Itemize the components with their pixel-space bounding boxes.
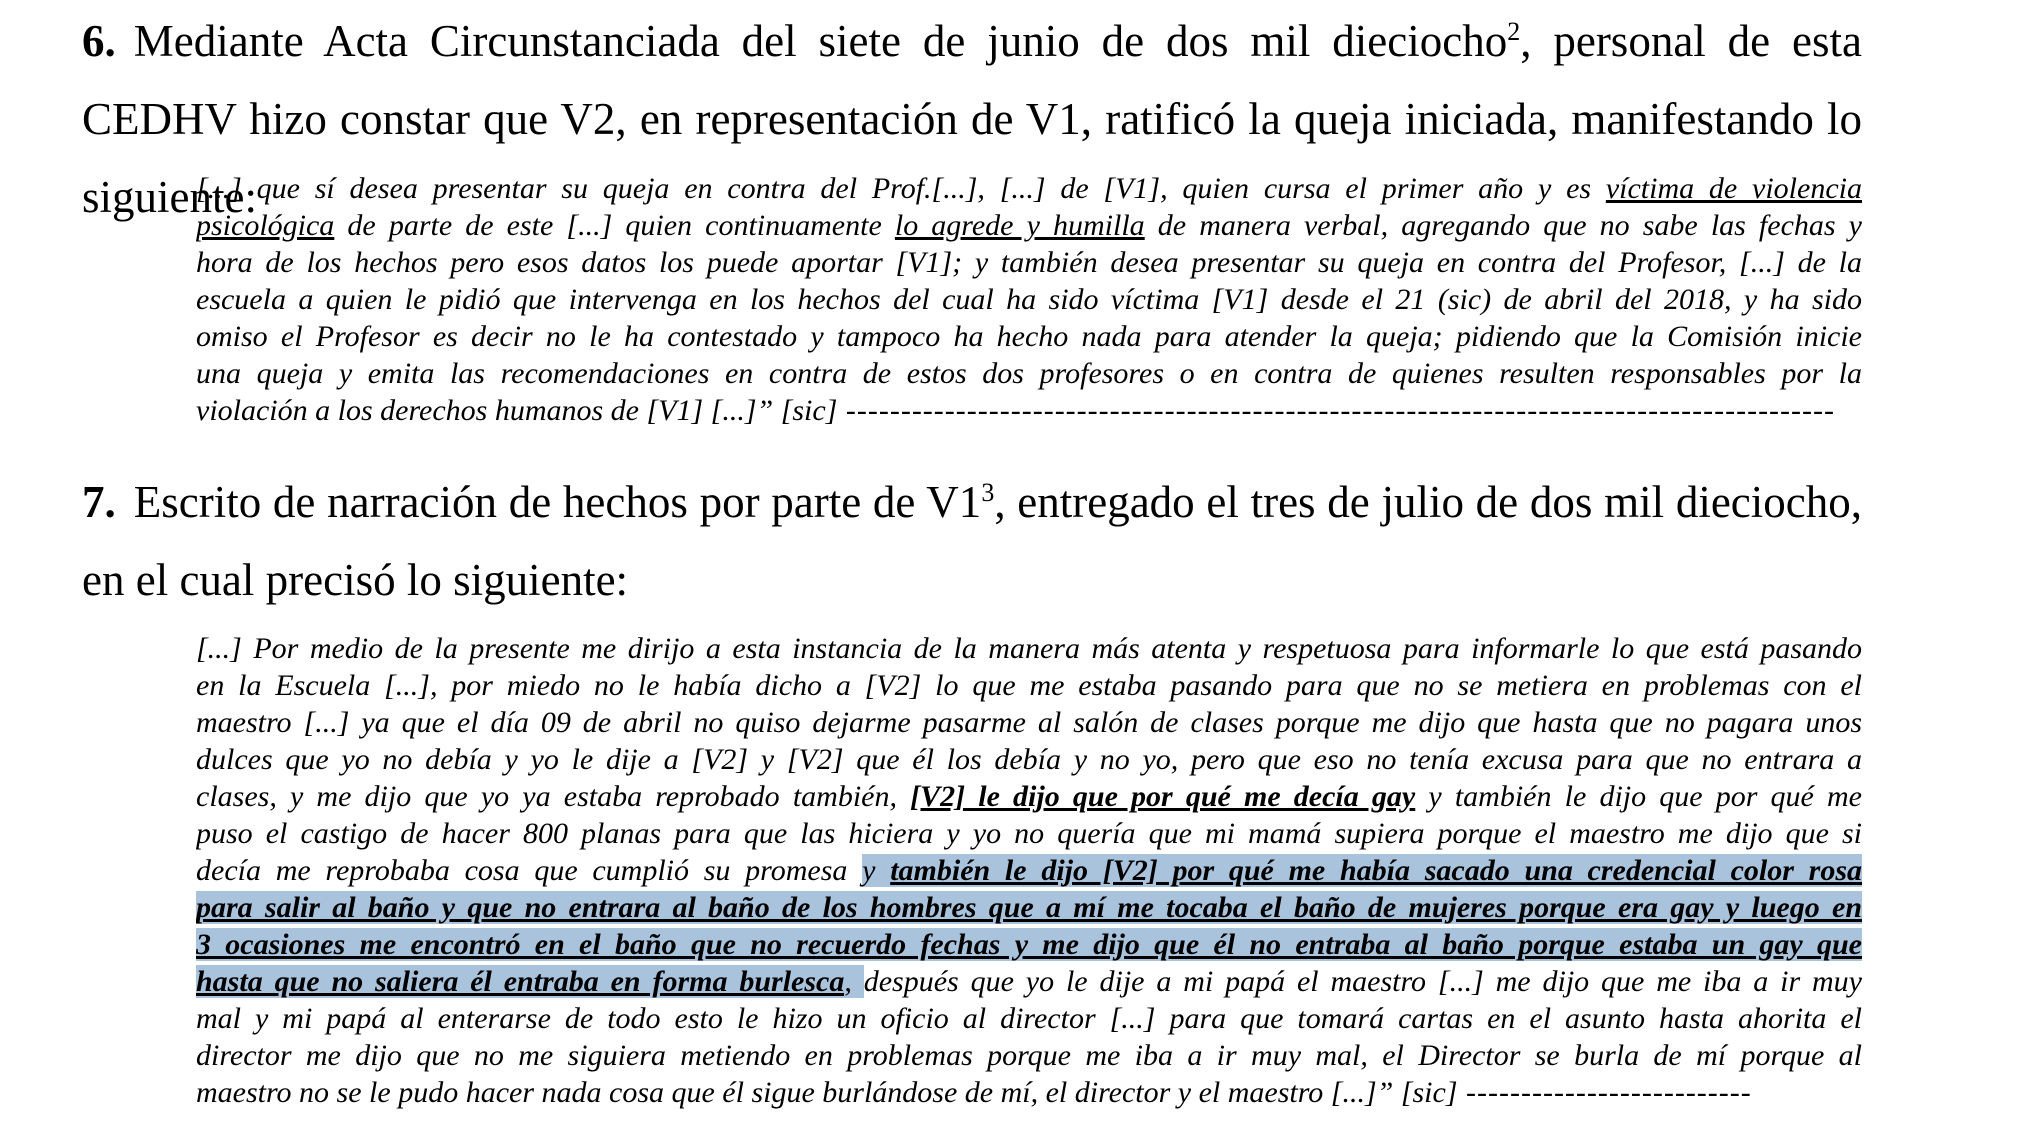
highlighted-text[interactable]: , — [844, 965, 864, 998]
paragraph-text: Mediante Acta Circunstanciada del siete de junio de dos mil dieciocho — [133, 16, 1508, 66]
block-quote-7 — [196, 630, 1862, 1111]
quote-line: en la Escuela [...], por miedo no le había dicho a [V2] lo que me estaba pasando para que no se metiera en problemas con el — [196, 669, 1862, 702]
highlighted-selection[interactable]: para salir al baño y que no entrara al baño de los hombres que a mí me tocaba el baño de mujeres porque era gay y luego en — [196, 891, 1862, 924]
quote-text: [...] que sí desea presentar su queja en contra del Prof.[...], [...] de [V1], quien cursa el primer año y es — [196, 172, 1606, 205]
quote-text: después que yo le dije a mi papá el maestro [...] me dijo que me iba a ir muy — [863, 965, 1862, 998]
paragraph-number: 7. — [82, 477, 116, 527]
quote-text: maestro no se le pudo hacer nada cosa que él sigue burlándose de mí, el director y el maestro [...]” [sic] — [196, 1076, 1458, 1109]
quote-line — [196, 392, 1862, 429]
highlighted-text[interactable]: y — [862, 854, 891, 887]
quote-text: clases, y me dijo que yo ya estaba reprobado también, — [196, 780, 911, 813]
paragraph-text: Escrito de narración de hechos por parte de V1 — [133, 477, 982, 527]
block-quote-6 — [196, 170, 1862, 429]
quote-text: y también le dijo que por qué me — [1415, 780, 1862, 813]
quote-line: maestro [...] ya que el día 09 de abril no quiso dejarme pasarme al salón de clases porque me dijo que hasta que no pagara unos — [196, 706, 1862, 739]
paragraph-number: 6. — [82, 16, 116, 66]
underlined-text: psicológica — [196, 209, 335, 242]
quote-line: omiso el Profesor es decir no le ha contestado y tampoco ha hecho nada para atender la queja; pidiendo que la Comisión inicie — [196, 320, 1862, 353]
quote-line — [196, 207, 1862, 244]
underlined-text: lo agrede y humilla — [894, 209, 1145, 242]
paragraph-text: , entregado el tres de julio de dos mil dieciocho, en el cual precisó lo siguiente: — [82, 477, 1862, 605]
quote-text: decía me reprobaba cosa que cumplió su promesa — [196, 854, 863, 887]
quote-line — [196, 852, 1862, 889]
highlighted-selection[interactable]: hasta que no saliera él entraba en forma burlesca — [196, 965, 845, 998]
quote-line — [196, 1074, 1862, 1111]
quote-line: dulces que yo no debía y yo le dije a [V2] y [V2] que él los debía y no yo, pero que eso no tenía excusa para que no entrara a — [196, 743, 1862, 776]
quote-line — [196, 170, 1862, 207]
quote-line — [196, 778, 1862, 815]
quote-line — [196, 889, 1862, 926]
quote-line: puso el castigo de hacer 800 planas para que las hiciera y yo no quería que mi mamá supiera porque el maestro me dijo que si — [196, 817, 1862, 850]
paragraph-text: , personal de esta CEDHV hizo constar que V2, en representación de V1, ratificó la queja iniciada, manifestando lo siguiente: — [82, 16, 1862, 222]
highlighted-selection[interactable]: 3 ocasiones me encontró en el baño que no recuerdo fechas y me dijo que él no entraba al baño porque estaba un gay que — [196, 928, 1862, 961]
quote-line: [...] Por medio de la presente me dirijo a esta instancia de la manera más atenta y respetuosa para informarle lo que está pasando — [196, 632, 1862, 665]
quote-text: de parte de este [...] quien continuamente — [334, 209, 895, 242]
underlined-text: víctima de violencia — [1605, 172, 1862, 205]
dash-filler: -------------------------- — [1457, 1076, 1752, 1109]
bold-underlined-text: [V2] le dijo que por qué me decía gay — [910, 780, 1416, 813]
quote-text: violación a los derechos humanos de [V1] [...]” [sic] — [196, 394, 838, 427]
quote-line: una queja y emita las recomendaciones en contra de estos dos profesores o en contra de quienes resulten responsables por la — [196, 357, 1862, 390]
footnote-ref[interactable]: 2 — [1507, 17, 1521, 46]
footnote-ref[interactable]: 3 — [981, 478, 995, 507]
highlighted-selection[interactable]: también le dijo [V2] por qué me había sacado una credencial color rosa — [890, 854, 1862, 887]
quote-line: hora de los hechos pero esos datos los puede aportar [V1]; y también desea presentar su queja en contra del Profesor, [...] de la — [196, 246, 1862, 279]
quote-line — [196, 926, 1862, 963]
quote-text: de manera verbal, agregando que no sabe las fechas y — [1144, 209, 1862, 242]
paragraph-7 — [82, 463, 1862, 619]
quote-line: mal y mi papá al enterarse de todo esto le hizo un oficio al director [...] para que tomará cartas en el asunto hasta ahorita el — [196, 1002, 1862, 1035]
quote-line — [196, 963, 1862, 1000]
quote-line: director me dijo que no me siguiera metiendo en problemas porque me iba a ir muy mal, el Director se burla de mí porque al — [196, 1039, 1862, 1072]
quote-line: escuela a quien le pidió que intervenga en los hechos del cual ha sido víctima [V1] desde el 21 (sic) de abril del 2018, y ha sido — [196, 283, 1862, 316]
dash-filler: ------------------------------------------------------------------------------------------ — [837, 394, 1835, 427]
